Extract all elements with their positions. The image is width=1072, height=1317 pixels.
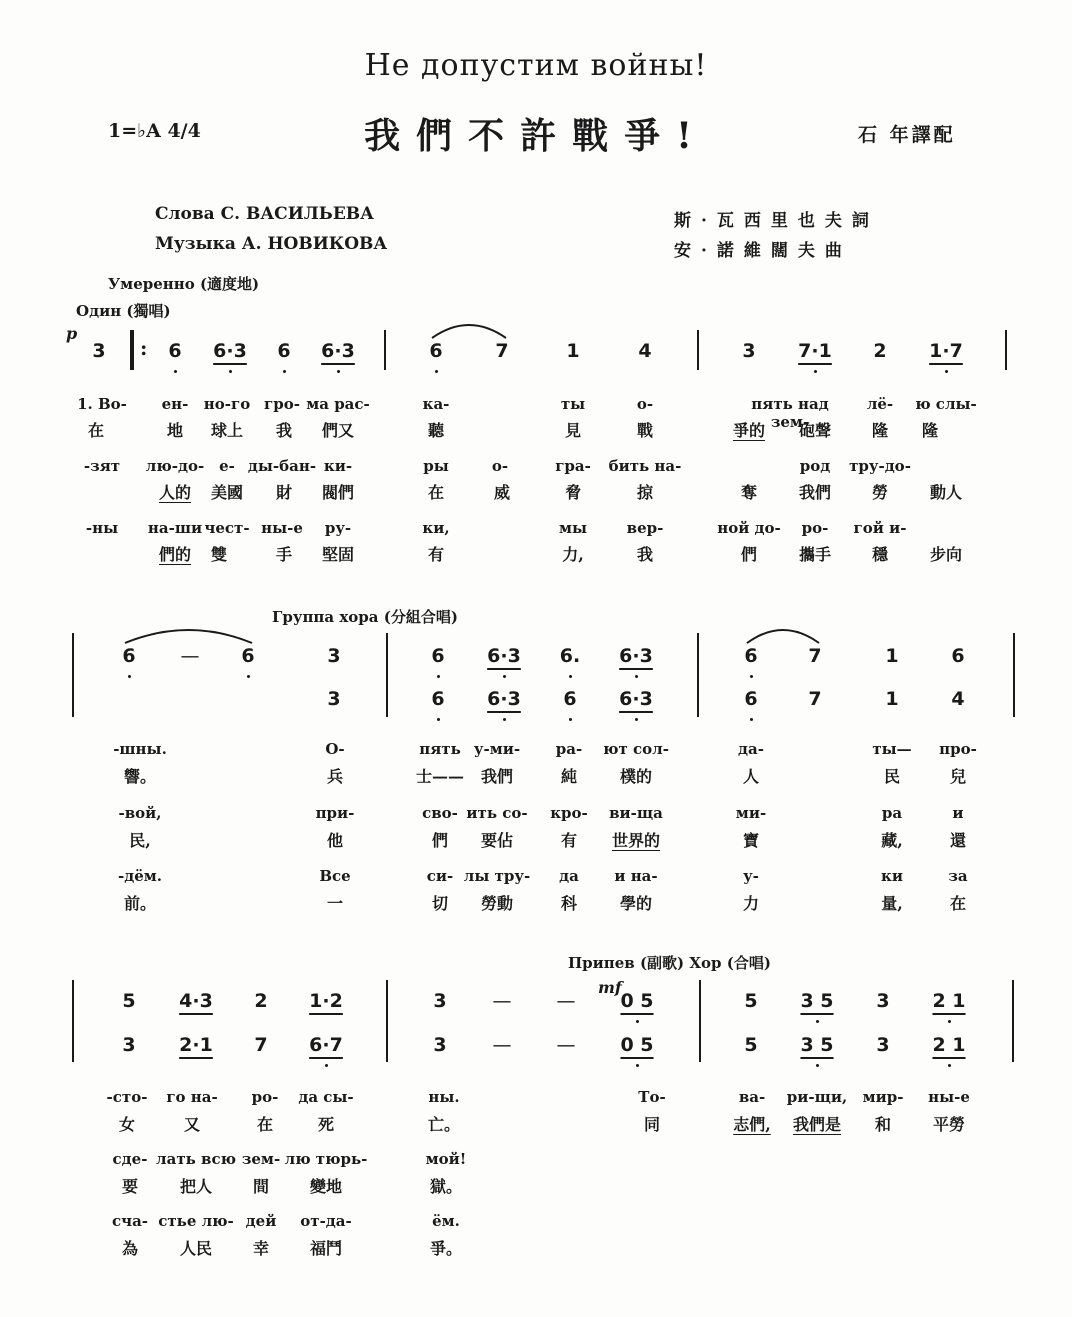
lyric-zh: 兵 [326, 767, 343, 786]
lyric-ru: ро- [251, 1088, 279, 1106]
lyric-zh: 球上 [210, 421, 243, 440]
lyric-ru: -шны. [113, 740, 167, 758]
lyric-zh: 掠 [636, 483, 653, 502]
note: 1 [566, 340, 580, 362]
lyric-ru: род [799, 457, 831, 475]
title-chinese: 我們不許戰爭! [364, 115, 708, 157]
lyric-zh: 民, [129, 831, 151, 850]
lyric-zh: 有 [560, 831, 577, 850]
lyric-zh: 他 [326, 831, 343, 850]
lyric-ru: ри-щи, [786, 1088, 848, 1106]
lyric-ru: ить со- [466, 804, 528, 822]
note: 2 [254, 990, 268, 1012]
lyric-zh: 科 [560, 894, 577, 913]
note: 3 [876, 990, 890, 1012]
lyric-ru: ны. [428, 1088, 460, 1106]
lyric-zh: 獄。 [429, 1177, 462, 1196]
lyric-ru: ки- [323, 457, 353, 475]
lyric-zh: 士—— [415, 767, 464, 786]
note: 6 [431, 645, 445, 667]
lyric-ru: да сы- [298, 1088, 354, 1106]
lyric-ru: Все [319, 867, 351, 885]
lyric-zh: 純 [560, 767, 577, 786]
note: 7 [495, 340, 509, 362]
lyric-zh: 同 [643, 1115, 660, 1134]
lyric-zh: 人 [742, 767, 759, 786]
note: 6 [951, 645, 965, 667]
lyric-zh: 穩 [871, 545, 888, 564]
repeat-dots: : [140, 336, 148, 360]
note: 7 [254, 1034, 268, 1056]
lyric-zh: 威 [493, 483, 510, 502]
lyric-ru: ки [881, 867, 903, 885]
note: 6 [429, 340, 443, 362]
lyric-ru: ми- [735, 804, 767, 822]
lyric-ru: -сто- [106, 1088, 148, 1106]
lyric-ru: при- [315, 804, 355, 822]
lyric-ru: е- [219, 457, 235, 475]
note: 6 [563, 688, 577, 710]
lyric-zh: 手 [275, 545, 292, 564]
lyric-zh: 攜手 [798, 545, 831, 564]
note: 3 5 [800, 990, 834, 1012]
note: 6 [744, 688, 758, 710]
note: 1·2 [309, 990, 343, 1012]
lyric-ru: о- [491, 457, 509, 475]
lyric-ru: за [948, 867, 968, 885]
lyric-ru: бить на- [608, 457, 682, 475]
lyric-ru: -зят [83, 457, 121, 475]
lyric-zh: 女 [118, 1115, 135, 1134]
lyric-zh: 要佔 [480, 831, 513, 850]
lyric-zh: 我 [636, 545, 653, 564]
lyric-ru: ны-е [928, 1088, 970, 1106]
lyric-ru: си- [426, 867, 454, 885]
lyric-ru: лю-до- [145, 457, 205, 475]
note: 5 [122, 990, 136, 1012]
note: 4 [638, 340, 652, 362]
lyric-ru: гра- [555, 457, 591, 475]
note: — [556, 990, 576, 1012]
note: — [492, 1034, 512, 1056]
lyric-zh: 力 [742, 894, 759, 913]
lyric-ru: ной до- [717, 519, 781, 537]
lyric-ru: ры [423, 457, 449, 475]
note: — [492, 990, 512, 1012]
note: 3 [742, 340, 756, 362]
lyric-zh: 有 [427, 545, 444, 564]
note: 6 [168, 340, 182, 362]
lyric-zh: 閥們 [321, 483, 354, 502]
note: 3 [433, 1034, 447, 1056]
lyric-zh: 間 [252, 1177, 269, 1196]
lyric-zh: 勞動 [480, 894, 513, 913]
lyric-ru: лю тюрь- [284, 1150, 368, 1168]
lyric-zh: 力, [562, 545, 584, 564]
lyric-zh: 勞 [871, 483, 888, 502]
tie-arc [747, 630, 819, 643]
lyric-zh: 藏, [881, 831, 903, 850]
lyric-zh: 人的 [158, 483, 191, 502]
refrain-label: Припев (副歌) Хор (合唱) [568, 954, 771, 972]
note: 2 1 [932, 1034, 966, 1056]
lyric-ru: но-го [203, 395, 251, 413]
lyric-ru: ва- [738, 1088, 766, 1106]
lyric-ru: То- [638, 1088, 666, 1106]
note: 5 [744, 1034, 758, 1056]
lyric-ru: ра- [555, 740, 583, 758]
lyric-zh: 奪 [740, 483, 757, 502]
note: 4 [951, 688, 965, 710]
note: — [180, 645, 200, 667]
lyric-zh: 隆 [871, 421, 888, 440]
voice-solo-label: Один (獨唱) [76, 302, 171, 320]
lyric-zh: 隆 [921, 421, 938, 440]
lyric-ru: ём. [432, 1212, 460, 1230]
translator-credit: 石 年譯配 [858, 124, 956, 146]
note: 6·7 [309, 1034, 343, 1056]
lyric-ru: лё- [866, 395, 894, 413]
lyric-zh: 民 [883, 767, 900, 786]
lyric-zh: 在 [256, 1115, 273, 1134]
lyric-zh: 在 [949, 894, 966, 913]
lyric-zh: 樸的 [619, 767, 652, 786]
note: 2·1 [179, 1034, 213, 1056]
lyric-ru: пять [419, 740, 461, 758]
lyric-zh: 財 [275, 483, 292, 502]
lyric-ru: ны-е [261, 519, 303, 537]
lyric-ru: мой! [425, 1150, 467, 1168]
lyric-zh: 見 [564, 421, 581, 440]
lyric-zh: 人民 [179, 1239, 212, 1258]
lyric-ru: ю слы- [915, 395, 977, 413]
note: 3 [327, 645, 341, 667]
lyric-ru: дей [245, 1212, 277, 1230]
lyric-zh: 們 [740, 545, 757, 564]
lyric-zh: 世界的 [611, 831, 660, 850]
lyric-ru: сча- [111, 1212, 149, 1230]
note: 3 5 [800, 1034, 834, 1056]
note: 6·3 [487, 645, 521, 667]
pickup-note: 3 [92, 340, 106, 362]
note: 6 [122, 645, 136, 667]
note: 5 [744, 990, 758, 1012]
lyric-ru: 1. Во- [77, 395, 127, 413]
lyric-zh: 亡。 [427, 1115, 460, 1134]
lyric-zh: 把人 [179, 1177, 212, 1196]
note: — [556, 1034, 576, 1056]
lyric-ru: ды-бан- [247, 457, 317, 475]
lyric-zh: 我 [275, 421, 292, 440]
lyric-zh: 幸 [252, 1239, 269, 1258]
lyric-zh: 戰 [636, 421, 653, 440]
note: 2 1 [932, 990, 966, 1012]
lyric-ru: про- [939, 740, 977, 758]
lyric-ru: мир- [862, 1088, 904, 1106]
lyricist-credit-zh: 斯·瓦西里也夫詞 [674, 211, 879, 231]
lyric-ru: у-ми- [473, 740, 521, 758]
lyric-ru: сво- [422, 804, 458, 822]
lyric-zh: 動人 [929, 483, 962, 502]
lyric-zh: 們的 [158, 545, 191, 564]
lyricist-credit-ru: Слова С. ВАСИЛЬЕВА [155, 204, 375, 224]
lyric-ru: -ны [85, 519, 119, 537]
lyric-ru: ви-ща [609, 804, 663, 822]
lyric-zh: 平勞 [932, 1115, 965, 1134]
note: 6 [431, 688, 445, 710]
note: 2 [873, 340, 887, 362]
note: 3 [122, 1034, 136, 1056]
lyric-zh: 要 [121, 1177, 138, 1196]
lyric-zh: 還 [949, 831, 966, 850]
lyric-ru: мы [558, 519, 588, 537]
lyric-ru: О- [325, 740, 345, 758]
lyric-zh: 爭的 [732, 421, 765, 440]
lyric-ru: у- [743, 867, 759, 885]
lyric-ru: ты [560, 395, 586, 413]
lyric-zh: 一 [326, 894, 343, 913]
lyric-zh: 在 [427, 483, 444, 502]
lyric-ru: гой и- [853, 519, 907, 537]
lyric-zh: 我們 [798, 483, 831, 502]
note: 6. [559, 645, 581, 667]
lyric-zh: 量, [881, 894, 903, 913]
note: 4·3 [179, 990, 213, 1012]
note: 0 5 [620, 990, 654, 1012]
dynamic-mezzo-forte: mf [598, 978, 622, 997]
lyric-zh: 寶 [742, 831, 759, 850]
lyric-zh: 志們, [733, 1115, 771, 1134]
lyric-ru: и на- [614, 867, 658, 885]
lyric-zh: 爭。 [429, 1239, 462, 1258]
title-russian: Не допустим войны! [364, 48, 708, 83]
note: 3 [876, 1034, 890, 1056]
lyric-ru: на-ши [147, 519, 203, 537]
lyric-zh: 步向 [929, 545, 962, 564]
lyric-ru: ен- [161, 395, 189, 413]
lyric-ru: го на- [166, 1088, 218, 1106]
lyric-ru: зем- [241, 1150, 281, 1168]
lyric-ru: -вой, [118, 804, 162, 822]
lyric-zh: 們 [431, 831, 448, 850]
lyric-ru: ру- [324, 519, 352, 537]
lyric-zh: 和 [874, 1115, 891, 1134]
lyric-ru: о- [636, 395, 654, 413]
note: 6·3 [321, 340, 355, 362]
tie-arc [125, 630, 252, 643]
note: 7 [808, 645, 822, 667]
note: 3 [327, 688, 341, 710]
lyric-ru: пять над зем- [751, 395, 829, 431]
lyric-ru: гро- [264, 395, 300, 413]
note: 0 5 [620, 1034, 654, 1056]
note: 1 [885, 645, 899, 667]
lyric-ru: ют сол- [603, 740, 669, 758]
lyric-ru: ра [881, 804, 903, 822]
lyric-zh: 在 [87, 421, 104, 440]
lyric-ru: да- [738, 740, 764, 758]
note: 7·1 [798, 340, 832, 362]
lyric-ru: -дём. [117, 867, 163, 885]
lyric-zh: 美國 [210, 483, 243, 502]
lyric-ru: и [952, 804, 964, 822]
lyric-ru: вер- [626, 519, 664, 537]
dynamic-piano: p [66, 324, 78, 343]
tie-arc [432, 325, 506, 338]
composer-credit-ru: Музыка А. НОВИКОВА [155, 234, 388, 254]
lyric-zh: 為 [121, 1239, 138, 1258]
voice-group-label: Группа хора (分組合唱) [272, 608, 458, 626]
lyric-zh: 學的 [619, 894, 652, 913]
lyric-zh: 我們是 [792, 1115, 841, 1134]
note: 6·3 [213, 340, 247, 362]
lyric-zh: 響。 [123, 767, 156, 786]
note: 6·3 [619, 645, 653, 667]
lyric-ru: сде- [112, 1150, 148, 1168]
lyric-ru: ма рас- [306, 395, 370, 413]
lyric-zh: 聽 [427, 421, 444, 440]
composer-credit-zh: 安·諾維闊夫曲 [674, 241, 852, 261]
lyric-zh: 堅固 [321, 545, 354, 564]
lyric-zh: 們又 [321, 421, 354, 440]
note: 6·3 [619, 688, 653, 710]
lyric-ru: тру-до- [849, 457, 911, 475]
lyric-zh: 我們 [480, 767, 513, 786]
lyric-zh: 雙 [210, 545, 227, 564]
note: 3 [433, 990, 447, 1012]
lyric-ru: кро- [550, 804, 588, 822]
lyric-ru: ка- [422, 395, 450, 413]
lyric-zh: 地 [166, 421, 183, 440]
note: 7 [808, 688, 822, 710]
note: 6 [744, 645, 758, 667]
lyric-zh: 死 [317, 1115, 334, 1134]
lyric-ru: стье лю- [158, 1212, 234, 1230]
lyric-ru: да [559, 867, 579, 885]
lyric-zh: 變地 [309, 1177, 342, 1196]
lyric-zh: 脅 [564, 483, 581, 502]
lyric-zh: 又 [183, 1115, 200, 1134]
key-signature: 1=♭A 4/4 [108, 120, 201, 142]
lyric-zh: 切 [431, 894, 448, 913]
note: 6 [277, 340, 291, 362]
lyric-ru: лать всю [156, 1150, 236, 1168]
note: 6·3 [487, 688, 521, 710]
lyric-ru: чест- [204, 519, 250, 537]
lyric-ru: лы тру- [463, 867, 531, 885]
lyric-zh: 砲聲 [798, 421, 831, 440]
lyric-ru: от-да- [300, 1212, 352, 1230]
tempo-marking: Умеренно (適度地) [108, 275, 260, 293]
lyric-ru: ро- [801, 519, 829, 537]
lyric-zh: 福鬥 [309, 1239, 342, 1258]
note: 1 [885, 688, 899, 710]
lyric-ru: ты— [872, 740, 912, 758]
note: 1·7 [929, 340, 963, 362]
lyric-zh: 兒 [949, 767, 966, 786]
note: 6 [241, 645, 255, 667]
lyric-zh: 前。 [123, 894, 156, 913]
lyric-ru: ки, [422, 519, 450, 537]
